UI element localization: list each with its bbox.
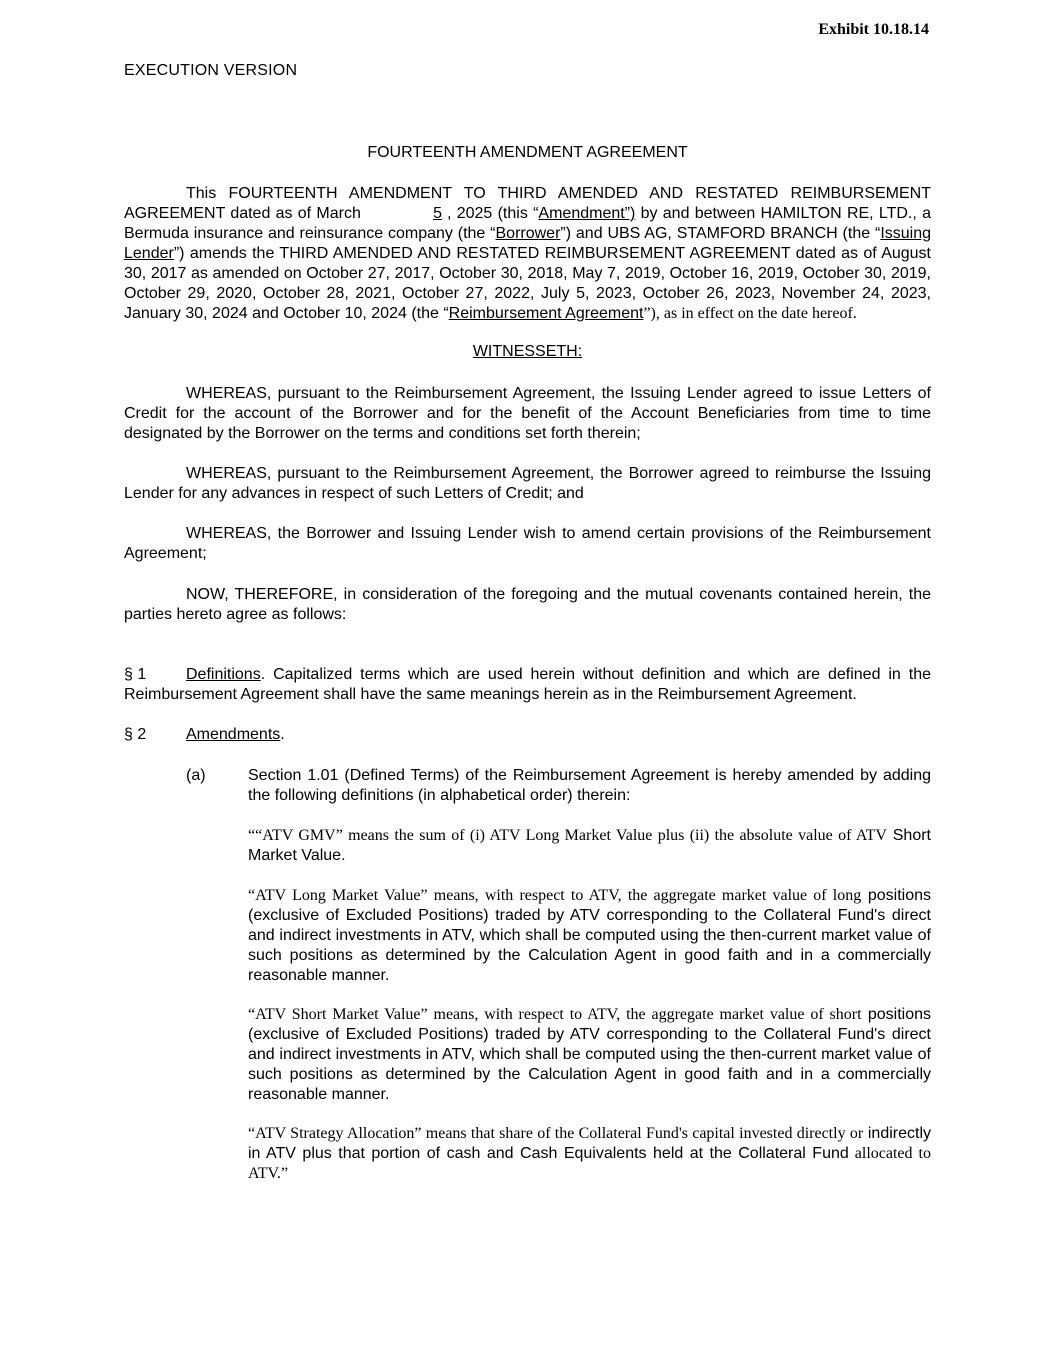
- definition-lead: “ATV Short Market Value” means, with respect to ATV, the aggregate market value of short: [248, 1006, 862, 1023]
- definition-body: positions (exclusive of Excluded Positions) traded by ATV corresponding to the Collateral Fund's direct and indirect investments in ATV, which shall be computed using the then-current market value of such positions as determined by the Calculation Agent in good faith and in a commercially reasonable manner.: [248, 1006, 932, 1103]
- intro-text-6: ”), as in effect on the date hereof.: [643, 305, 857, 322]
- definition-atv-long-market-value: [248, 886, 931, 986]
- exhibit-number: Exhibit 10.18.14: [818, 21, 929, 38]
- definition-body: positions (exclusive of Excluded Positions) traded by ATV corresponding to the Collateral Fund's direct and indirect investments in ATV, which shall be computed using the then-current market value of such positions as determined by the Calculation Agent in good faith and in a commercially reasonable manner.: [248, 887, 932, 984]
- recital-paragraph: WHEREAS, pursuant to the Reimbursement Agreement, the Borrower agreed to reimburse the Issuing Lender for any advances in respect of such Letters of Credit; and: [124, 465, 931, 502]
- definition-atv-gmv: [248, 826, 931, 866]
- intro-text-1: This FOURTEENTH AMENDMENT TO THIRD AMENDED AND RESTATED REIMBURSEMENT AGREEMENT dated as of March: [124, 185, 931, 222]
- definition-atv-strategy-allocation: [248, 1124, 931, 1184]
- section-1-text: . Capitalized terms which are used herein without definition and which are defined in the Reimbursement Agreement shall have the same meanings herein as in the Reimbursement Agreement.: [124, 666, 931, 703]
- section-2-period: .: [280, 726, 285, 743]
- execution-version-label: EXECUTION VERSION: [124, 62, 298, 79]
- borrower-defined-term: Borrower: [495, 225, 561, 242]
- intro-text-4: ”) and UBS AG, STAMFORD BRANCH (the “: [560, 225, 881, 242]
- intro-text-3: by and between HAMILTON RE, LTD., a Bermuda insurance and reinsurance company (the “: [124, 205, 931, 242]
- recital-paragraph: WHEREAS, pursuant to the Reimbursement Agreement, the Issuing Lender agreed to issue Letters of Credit for the account of the Borrower and for the benefit of the Account Beneficiaries from time to time designated by the Borrower on the terms and conditions set forth therein;: [124, 385, 931, 442]
- section-1-number: § 1: [124, 666, 147, 683]
- definition-lead: “ATV Long Market Value” means, with respect to ATV, the aggregate market value of long: [248, 887, 862, 904]
- definition-lead: “ATV Strategy Allocation” means that share of the Collateral Fund's capital invested directly or: [248, 1125, 864, 1142]
- definition-body: indirectly in ATV plus that portion of cash and Cash Equivalents held at the Collateral Fund: [248, 1125, 932, 1162]
- item-a-text: Section 1.01 (Defined Terms) of the Reimbursement Agreement is hereby amended by adding the following definitions (in alphabetical order) therein:: [248, 767, 931, 804]
- amendment-defined-term: Amendment”): [538, 205, 636, 222]
- definition-lead: ““ATV GMV” means the sum of (i) ATV Long Market Value plus (ii) the absolute value of ATV: [248, 827, 887, 844]
- amendment-item-a: [186, 766, 931, 806]
- intro-text-2: , 2025 (this “: [447, 205, 539, 222]
- intro-text-5: ”) amends the THIRD AMENDED AND RESTATED REIMBURSEMENT AGREEMENT dated as of August 30, 2017 as amended on October 27, 2017, October 30, 2018, May 7, 2019, October 16, 2019, October 30, 2019, October 29, 2020, October 28, 2021, October 27, 2022, July 5, 2023, October 26, 2023, November 24, 2023, January 30, 2024 and October 10, 2024 (the “: [124, 245, 931, 322]
- issuing-lender-defined-term: Issuing Lender: [124, 225, 932, 262]
- definition-body: Short Market Value.: [248, 827, 932, 864]
- recital-paragraph: NOW, THEREFORE, in consideration of the foregoing and the mutual covenants contained herein, the parties hereto agree as follows:: [124, 586, 931, 623]
- document-title: FOURTEENTH AMENDMENT AGREEMENT: [367, 144, 688, 161]
- section-2-number: § 2: [124, 726, 147, 743]
- witnesseth-heading: WITNESSETH:: [472, 343, 583, 360]
- intro-paragraph: [124, 184, 931, 324]
- date-day-blank: 5: [433, 205, 443, 222]
- section-1-heading: Definitions: [186, 666, 261, 683]
- definition-atv-short-market-value: [248, 1005, 931, 1105]
- item-a-label: (a): [186, 767, 206, 784]
- section-1: [124, 665, 931, 705]
- reimbursement-agreement-defined-term: Reimbursement Agreement: [448, 305, 644, 322]
- section-2: [124, 725, 931, 745]
- section-2-heading: Amendments: [186, 726, 281, 743]
- definition-tail: allocated to ATV.”: [248, 1145, 931, 1182]
- recital-paragraph: WHEREAS, the Borrower and Issuing Lender wish to amend certain provisions of the Reimbursement Agreement;: [124, 525, 931, 562]
